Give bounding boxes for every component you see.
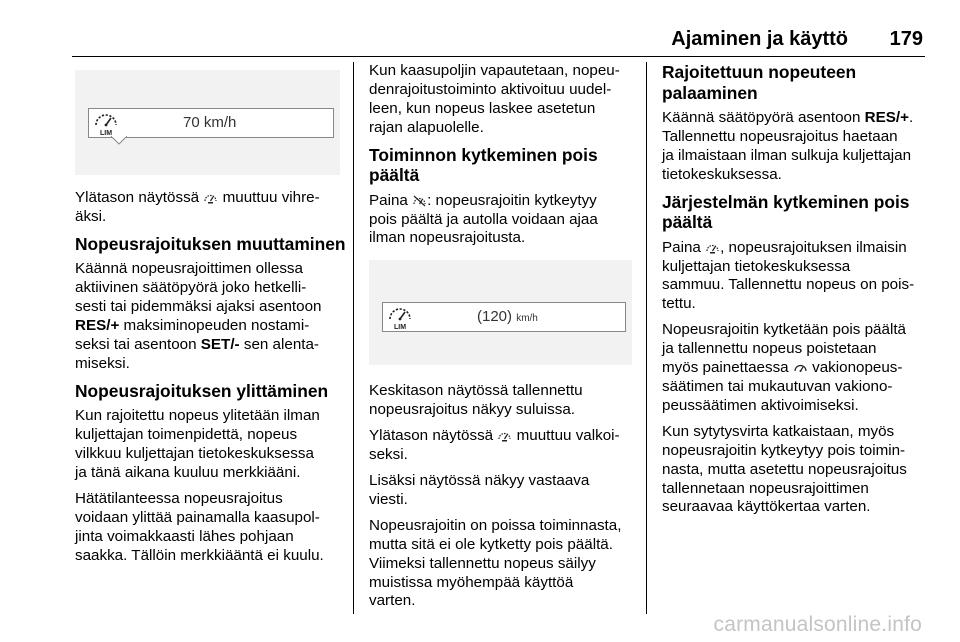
paragraph-inactive: Nopeusrajoitin on poissa toiminnasta, mutta sitä ei ole kytketty pois päältä. Viimeksi tallennettu nopeus säilyy muistissa myöhempää käyttöä varten. bbox=[369, 516, 622, 610]
speed-limit-display bbox=[88, 108, 334, 138]
paragraph-top-level: Ylätason näytössä muuttuu valkoi- seksi. bbox=[369, 427, 620, 464]
paragraph-ignition: Kun sytytysvirta katkaistaan, myös nopeusrajoitin kytkeytyy pois toimin- nasta, mutta asetettu nopeusrajoitus tallennetaan nopeusrajoittimen seuraavaa käyttökertaa varten. bbox=[662, 422, 907, 516]
speed-limit-display-stored bbox=[382, 302, 626, 332]
paragraph-message: Lisäksi näytössä näkyy vastaava viesti. bbox=[369, 471, 590, 508]
watermark: carmanualsonline.info bbox=[713, 613, 922, 636]
paragraph-return: Käännä säätöpyörä asentoon RES/+. Tallennettu nopeusrajoitus haetaan ja ilmaistaan ilman sulkuja kuljettajan tietokeskuksessa. bbox=[662, 109, 914, 183]
paragraph-mid-level: Keskitason näytössä tallennettu nopeusrajoitus näkyy suluissa. bbox=[369, 382, 583, 419]
column-divider-2 bbox=[646, 62, 647, 614]
display-pointer bbox=[111, 136, 127, 145]
heading-exceed-limit: Nopeusrajoituksen ylittäminen bbox=[75, 380, 329, 401]
paragraph-display-color: Ylätason näytössä muuttuu vihre- äksi. bbox=[75, 189, 320, 225]
lim-label: LIM bbox=[393, 324, 407, 331]
header-rule bbox=[72, 56, 925, 57]
paragraph-press-off: Paina , nopeusrajoituksen ilmaisin kuljettajan tietokeskuksessa sammuu. Tallennettu nopeus on pois- tettu. bbox=[662, 238, 915, 313]
page-number: 179 bbox=[889, 28, 923, 50]
display-illustration-2 bbox=[369, 260, 632, 365]
paragraph-change-limit: Käännä nopeusrajoittimen ollessa aktiivinen säätöpyörä joko hetkelli- sesti tai pidemmäksi ajaksi asentoon RES/+ maksiminopeuden nostami- seksi tai asentoon SET/- sen alenta- miseksi. bbox=[75, 260, 322, 372]
speed-limiter-lim-icon bbox=[386, 304, 414, 330]
paragraph-switch-off: Paina : nopeusrajoitin kytkeytyy pois päältä ja autolla voidaan ajaa ilman nopeusrajoitusta. bbox=[369, 191, 598, 247]
heading-change-limit: Nopeusrajoituksen muuttaminen bbox=[75, 233, 346, 254]
paragraph-reactivate: Kun kaasupoljin vapautetaan, nopeu- denrajoitustoiminto aktivoituu uudel- leen, kun nopeus laskee asetetun rajan alapuolelle. bbox=[369, 62, 620, 136]
speed-limiter-icon bbox=[497, 429, 512, 442]
column-divider-1 bbox=[353, 62, 354, 614]
lim-label: LIM bbox=[99, 130, 113, 136]
column-1 bbox=[75, 62, 347, 573]
speed-limiter-off-icon bbox=[412, 194, 427, 207]
display-illustration-1 bbox=[75, 70, 340, 175]
paragraph-exceed-1: Kun rajoitettu nopeus ylitetään ilman kuljettajan toimenpidettä, nopeus vilkkuu kuljettajan tietokeskuksessa ja tänä aikana kuuluu merkkiääni. bbox=[75, 407, 320, 481]
chapter-title: Ajaminen ja käyttö bbox=[671, 28, 848, 50]
cruise-control-icon bbox=[793, 361, 808, 374]
heading-system-off: Järjestelmän kytkeminen pois päältä bbox=[662, 191, 910, 233]
heading-return-to-limit: Rajoitettuun nopeuteen palaaminen bbox=[662, 62, 857, 103]
stored-speed-value: (120) km/h bbox=[477, 308, 538, 326]
speed-limiter-lim-icon bbox=[92, 110, 120, 136]
page-header bbox=[0, 0, 960, 60]
speed-limiter-icon bbox=[203, 191, 218, 204]
paragraph-exceed-2: Hätätilanteessa nopeusrajoitus voidaan ylittää painamalla kaasupol- jinta voimakkaasti lähes pohjaan saakka. Tällöin merkkiääntä ei kuulu. bbox=[75, 489, 324, 564]
speed-limiter-icon bbox=[705, 241, 720, 254]
paragraph-deactivate: Nopeusrajoitin kytketään pois päältä ja tallennettu nopeus poistetaan myös painettaessa vakionopeus- säätimen tai mukautuvan vakiono- peussäätimen aktivoimiseksi. bbox=[662, 321, 906, 414]
heading-switch-off: Toiminnon kytkeminen pois päältä bbox=[369, 144, 598, 186]
column-3 bbox=[662, 62, 930, 524]
column-2 bbox=[369, 62, 635, 618]
speed-value: 70 km/h bbox=[183, 114, 237, 131]
